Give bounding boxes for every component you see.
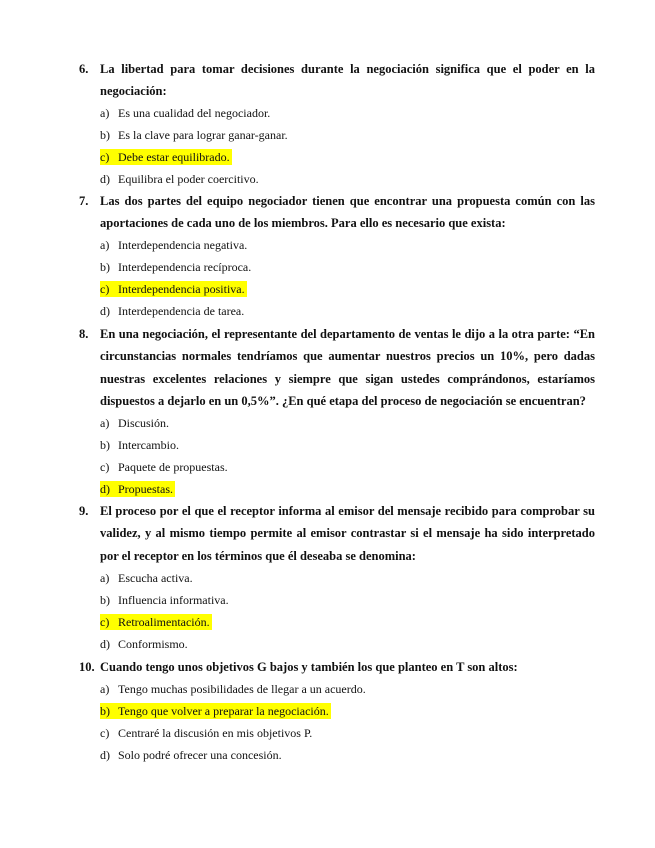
- option-8d-highlighted: d) Propuestas.: [100, 482, 173, 496]
- question-8: [79, 323, 595, 412]
- question-number: 10.: [79, 660, 95, 674]
- question-number: 6.: [79, 62, 89, 76]
- question-9: [79, 500, 595, 567]
- option-10c: c) Centraré la discusión en mis objetivos P.: [100, 726, 313, 740]
- option-10b-highlighted: b) Tengo que volver a preparar la negociación.: [100, 704, 329, 718]
- option-6a: a) Es una cualidad del negociador.: [100, 106, 271, 120]
- option-8c: c) Paquete de propuestas.: [100, 460, 228, 474]
- question-6: [79, 58, 595, 103]
- option-9c-highlighted: c) Retroalimentación.: [100, 615, 210, 629]
- option-7c-highlighted: c) Interdependencia positiva.: [100, 282, 245, 296]
- option-7b: b) Interdependencia recíproca.: [100, 260, 252, 274]
- question-text: La libertad para tomar decisiones durante la negociación significa que el poder en la negociación:: [100, 62, 595, 99]
- question-number: 8.: [79, 327, 89, 341]
- question-number: 7.: [79, 194, 89, 208]
- option-6d: d) Equilibra el poder coercitivo.: [100, 172, 259, 186]
- question-text: Cuando tengo unos objetivos G bajos y también los que planteo en T son altos:: [100, 660, 518, 674]
- option-10a: a) Tengo muchas posibilidades de llegar a un acuerdo.: [100, 682, 366, 696]
- option-7d: d) Interdependencia de tarea.: [100, 304, 245, 318]
- option-8a: a) Discusión.: [100, 416, 169, 430]
- option-9d: d) Conformismo.: [100, 637, 188, 651]
- option-6b: b) Es la clave para lograr ganar-ganar.: [100, 128, 288, 142]
- question-text: Las dos partes del equipo negociador tienen que encontrar una propuesta común con las aportaciones de cada uno de los miembros. Para ello es necesario que exista:: [100, 194, 595, 231]
- option-8b: b) Intercambio.: [100, 438, 179, 452]
- option-6c-highlighted: c) Debe estar equilibrado.: [100, 150, 230, 164]
- question-text: En una negociación, el representante del departamento de ventas le dijo a la otra parte: “En circunstancias normales tendríamos que aumentar nuestros precios un 10%, pero dadas nuestras excelentes relaciones y siempre que sigan ustedes comprándonos, estaríamos dispuestos a dejarlo en un 0,5%”. ¿En qué etapa del proceso de negociación se encuentran?: [100, 327, 595, 408]
- option-10d: d) Solo podré ofrecer una concesión.: [100, 748, 282, 762]
- question-text: El proceso por el que el receptor informa al emisor del mensaje recibido para comprobar su validez, y al mismo tiempo permite al emisor contrastar si el mensaje ha sido interpretado por el receptor en los términos que él deseaba se denomina:: [100, 504, 595, 563]
- option-9a: a) Escucha activa.: [100, 571, 193, 585]
- question-number: 9.: [79, 504, 89, 518]
- option-9b: b) Influencia informativa.: [100, 593, 229, 607]
- option-7a: a) Interdependencia negativa.: [100, 238, 248, 252]
- question-7: [79, 190, 595, 235]
- question-10: [79, 656, 595, 678]
